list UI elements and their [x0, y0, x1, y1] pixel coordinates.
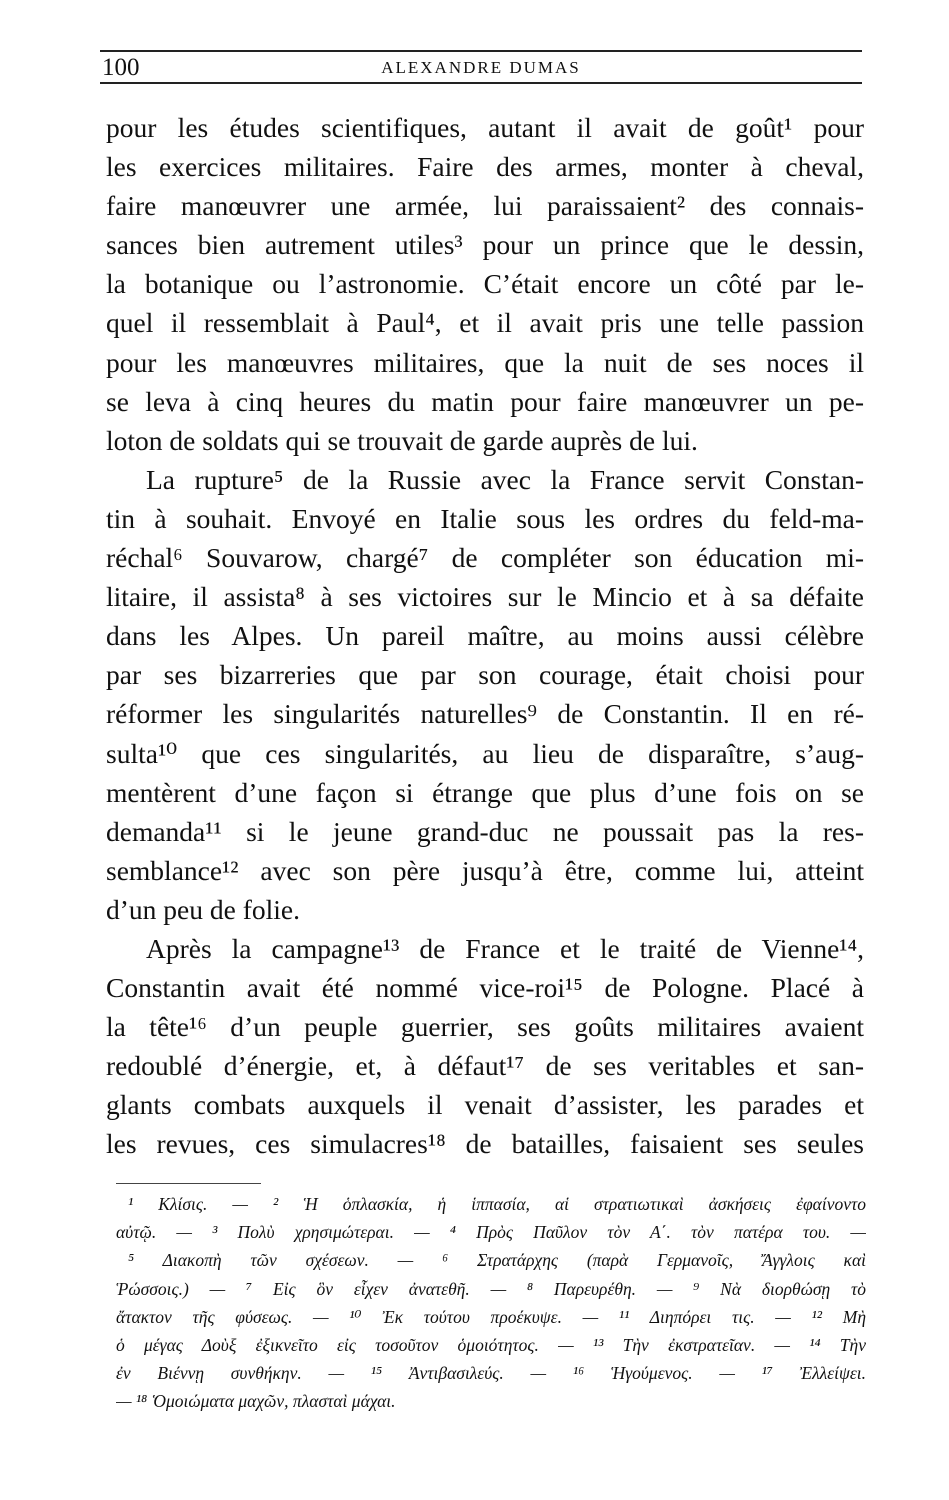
body-line: par ses bizarreries que par son courage, était choisi pour [106, 659, 864, 691]
body-line: faire manœuvrer une armée, lui paraissaient² des connais- [106, 190, 864, 222]
body-line: les revues, ces simulacres¹⁸ de batailles, faisaient ses seules [106, 1128, 864, 1160]
body-line: la tête¹⁶ d’un peuple guerrier, ses goûts militaires avaient [106, 1011, 864, 1043]
footnote-line: ἄτακτον τῆς φύσεως. — ¹⁰ Ἐκ τούτου προέκυψε. — ¹¹ Διηπόρει τις. — ¹² Μὴ [116, 1306, 866, 1327]
body-text [106, 108, 864, 1164]
body-line: d’un peu de folie. [106, 893, 300, 925]
body-line: loton de soldats qui se trouvait de garde auprès de lui. [106, 424, 698, 456]
body-line: quel il ressemblait à Paul⁴, et il avait pris une telle passion [106, 307, 864, 339]
body-line: tin à souhait. Envoyé en Italie sous les ordres du feld-ma- [106, 502, 864, 534]
body-line: redoublé d’énergie, et, à défaut¹⁷ de ses veritables et san- [106, 1050, 864, 1082]
footnote-line: — ¹⁸ Ὁμοιώματα μαχῶν, πλασταὶ μάχαι. [116, 1391, 396, 1412]
footnote-line: αὐτῷ. — ³ Πολὺ χρησιμώτεραι. — ⁴ Πρὸς Παῦλον τὸν Α΄. τὸν πατέρα του. — [116, 1222, 866, 1243]
footnote-rule [116, 1183, 261, 1184]
body-line: Constantin avait été nommé vice-roi¹⁵ de Pologne. Placé à [106, 972, 864, 1004]
body-line: pour les manœuvres militaires, que la nuit de ses noces il [106, 346, 864, 378]
footnote-line: ¹ Κλίσις. — ² Ἡ ὁπλασκία, ἡ ἱππασία, αἱ στρατιωτικαὶ ἀσκήσεις ἐφαίνοντο [128, 1194, 866, 1214]
body-line: réformer les singularités naturelles⁹ de Constantin. Il en ré- [106, 698, 864, 730]
running-head: ALEXANDRE DUMAS [381, 58, 581, 77]
footnotes [116, 1190, 866, 1416]
page-header [100, 54, 862, 82]
header-rule [100, 82, 862, 84]
footnote-line: ὁ μέγας Δοὺξ ἐξικνεῖτο εἰς τοσοῦτον ὁμοιότητος. — ¹³ Τὴν ἐκστρατεῖαν. — ¹⁴ Τὴν [116, 1334, 866, 1355]
body-line: réchal⁶ Souvarow, chargé⁷ de compléter son éducation mi- [106, 542, 864, 574]
page-number: 100 [102, 54, 140, 81]
body-line: mentèrent d’une façon si étrange que plus d’une fois on se [106, 776, 864, 808]
top-rule [100, 50, 862, 52]
body-line: La rupture⁵ de la Russie avec la France servit Constan- [146, 463, 864, 495]
footnote-line: Ῥώσσοις.) — ⁷ Εἰς ὃν εἶχεν ἀνατεθῆ. — ⁸ Παρευρέθη. — ⁹ Νὰ διορθώσῃ τὸ [116, 1278, 866, 1299]
body-line: sances bien autrement utiles³ pour un prince que le dessin, [106, 229, 864, 261]
body-line: litaire, il assista⁸ à ses victoires sur le Mincio et à sa défaite [106, 581, 864, 613]
body-line: semblance¹² avec son père jusqu’à être, comme lui, atteint [106, 854, 864, 886]
body-line: sulta¹⁰ que ces singularités, au lieu de disparaître, s’aug- [106, 737, 864, 769]
body-line: demanda¹¹ si le jeune grand-duc ne poussait pas la res- [106, 815, 864, 847]
footnote-line: ⁵ Διακοπὴ τῶν σχέσεων. — ⁶ Στρατάρχης (παρὰ Γερμανοῖς, Ἄγγλοις καὶ [128, 1250, 866, 1271]
body-line: se leva à cinq heures du matin pour faire manœuvrer un pe- [106, 385, 864, 417]
body-line: Après la campagne¹³ de France et le traité de Vienne¹⁴, [146, 932, 864, 964]
footnote-line: ἐν Βιέννῃ συνθήκην. — ¹⁵ Ἀντιβασιλεύς. — ¹⁶ Ἡγούμενος. — ¹⁷ Ἐλλείψει. [116, 1363, 866, 1384]
body-line: les exercices militaires. Faire des armes, monter à cheval, [106, 151, 864, 183]
body-line: glants combats auxquels il venait d’assister, les parades et [106, 1089, 864, 1121]
body-line: dans les Alpes. Un pareil maître, au moins aussi célèbre [106, 620, 864, 652]
body-line: pour les études scientifiques, autant il avait de goût¹ pour [106, 112, 864, 143]
body-line: la botanique ou l’astronomie. C’était encore un côté par le- [106, 268, 864, 300]
